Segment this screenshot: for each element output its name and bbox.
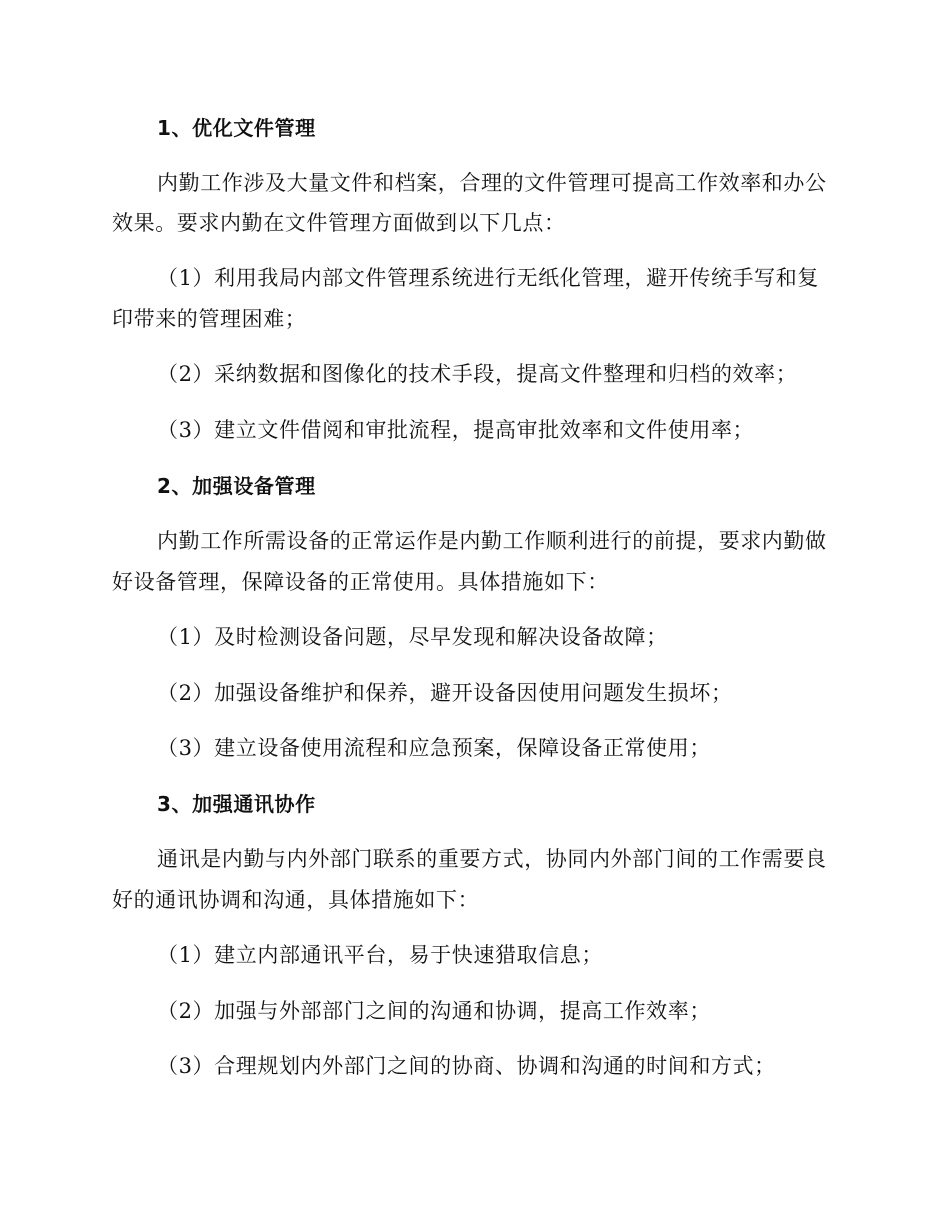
list-item-line: （2）加强设备维护和保养，避开设备因使用问题发生损坏； — [157, 681, 733, 705]
list-item-line: 印带来的管理困难； — [112, 307, 307, 331]
list-item-line: （3）建立设备使用流程和应急预案，保障设备正常使用； — [157, 736, 711, 760]
section-heading: 1、优化文件管理 — [157, 116, 316, 140]
paragraph-line: 内勤工作涉及大量文件和档案，合理的文件管理可提高工作效率和办公 — [157, 171, 827, 195]
list-item-line: （3）合理规划内外部门之间的协商、协调和沟通的时间和方式； — [157, 1054, 776, 1078]
list-item-line: （1）建立内部通讯平台，易于快速猎取信息； — [157, 943, 603, 967]
list-item-line: （1）利用我局内部文件管理系统进行无纸化管理，避开传统手写和复 — [157, 266, 819, 290]
paragraph-line: 内勤工作所需设备的正常运作是内勤工作顺利进行的前提，要求内勤做 — [157, 529, 827, 553]
list-item-line: （2）加强与外部部门之间的沟通和协调，提高工作效率； — [157, 999, 711, 1023]
paragraph-line: 效果。要求内勤在文件管理方面做到以下几点： — [112, 211, 566, 235]
list-item-line: （2）采纳数据和图像化的技术手段，提高文件整理和归档的效率； — [157, 362, 798, 386]
section-heading: 3、加强通讯协作 — [157, 792, 316, 816]
paragraph-line: 通讯是内勤与内外部门联系的重要方式，协同内外部门间的工作需要良 — [157, 847, 827, 871]
paragraph-line: 好设备管理，保障设备的正常使用。具体措施如下： — [112, 570, 609, 594]
section-heading: 2、加强设备管理 — [157, 474, 316, 498]
list-item-line: （3）建立文件借阅和审批流程，提高审批效率和文件使用率； — [157, 418, 755, 442]
paragraph-line: 好的通讯协调和沟通，具体措施如下： — [112, 888, 480, 912]
list-item-line: （1）及时检测设备问题，尽早发现和解决设备故障； — [157, 625, 668, 649]
